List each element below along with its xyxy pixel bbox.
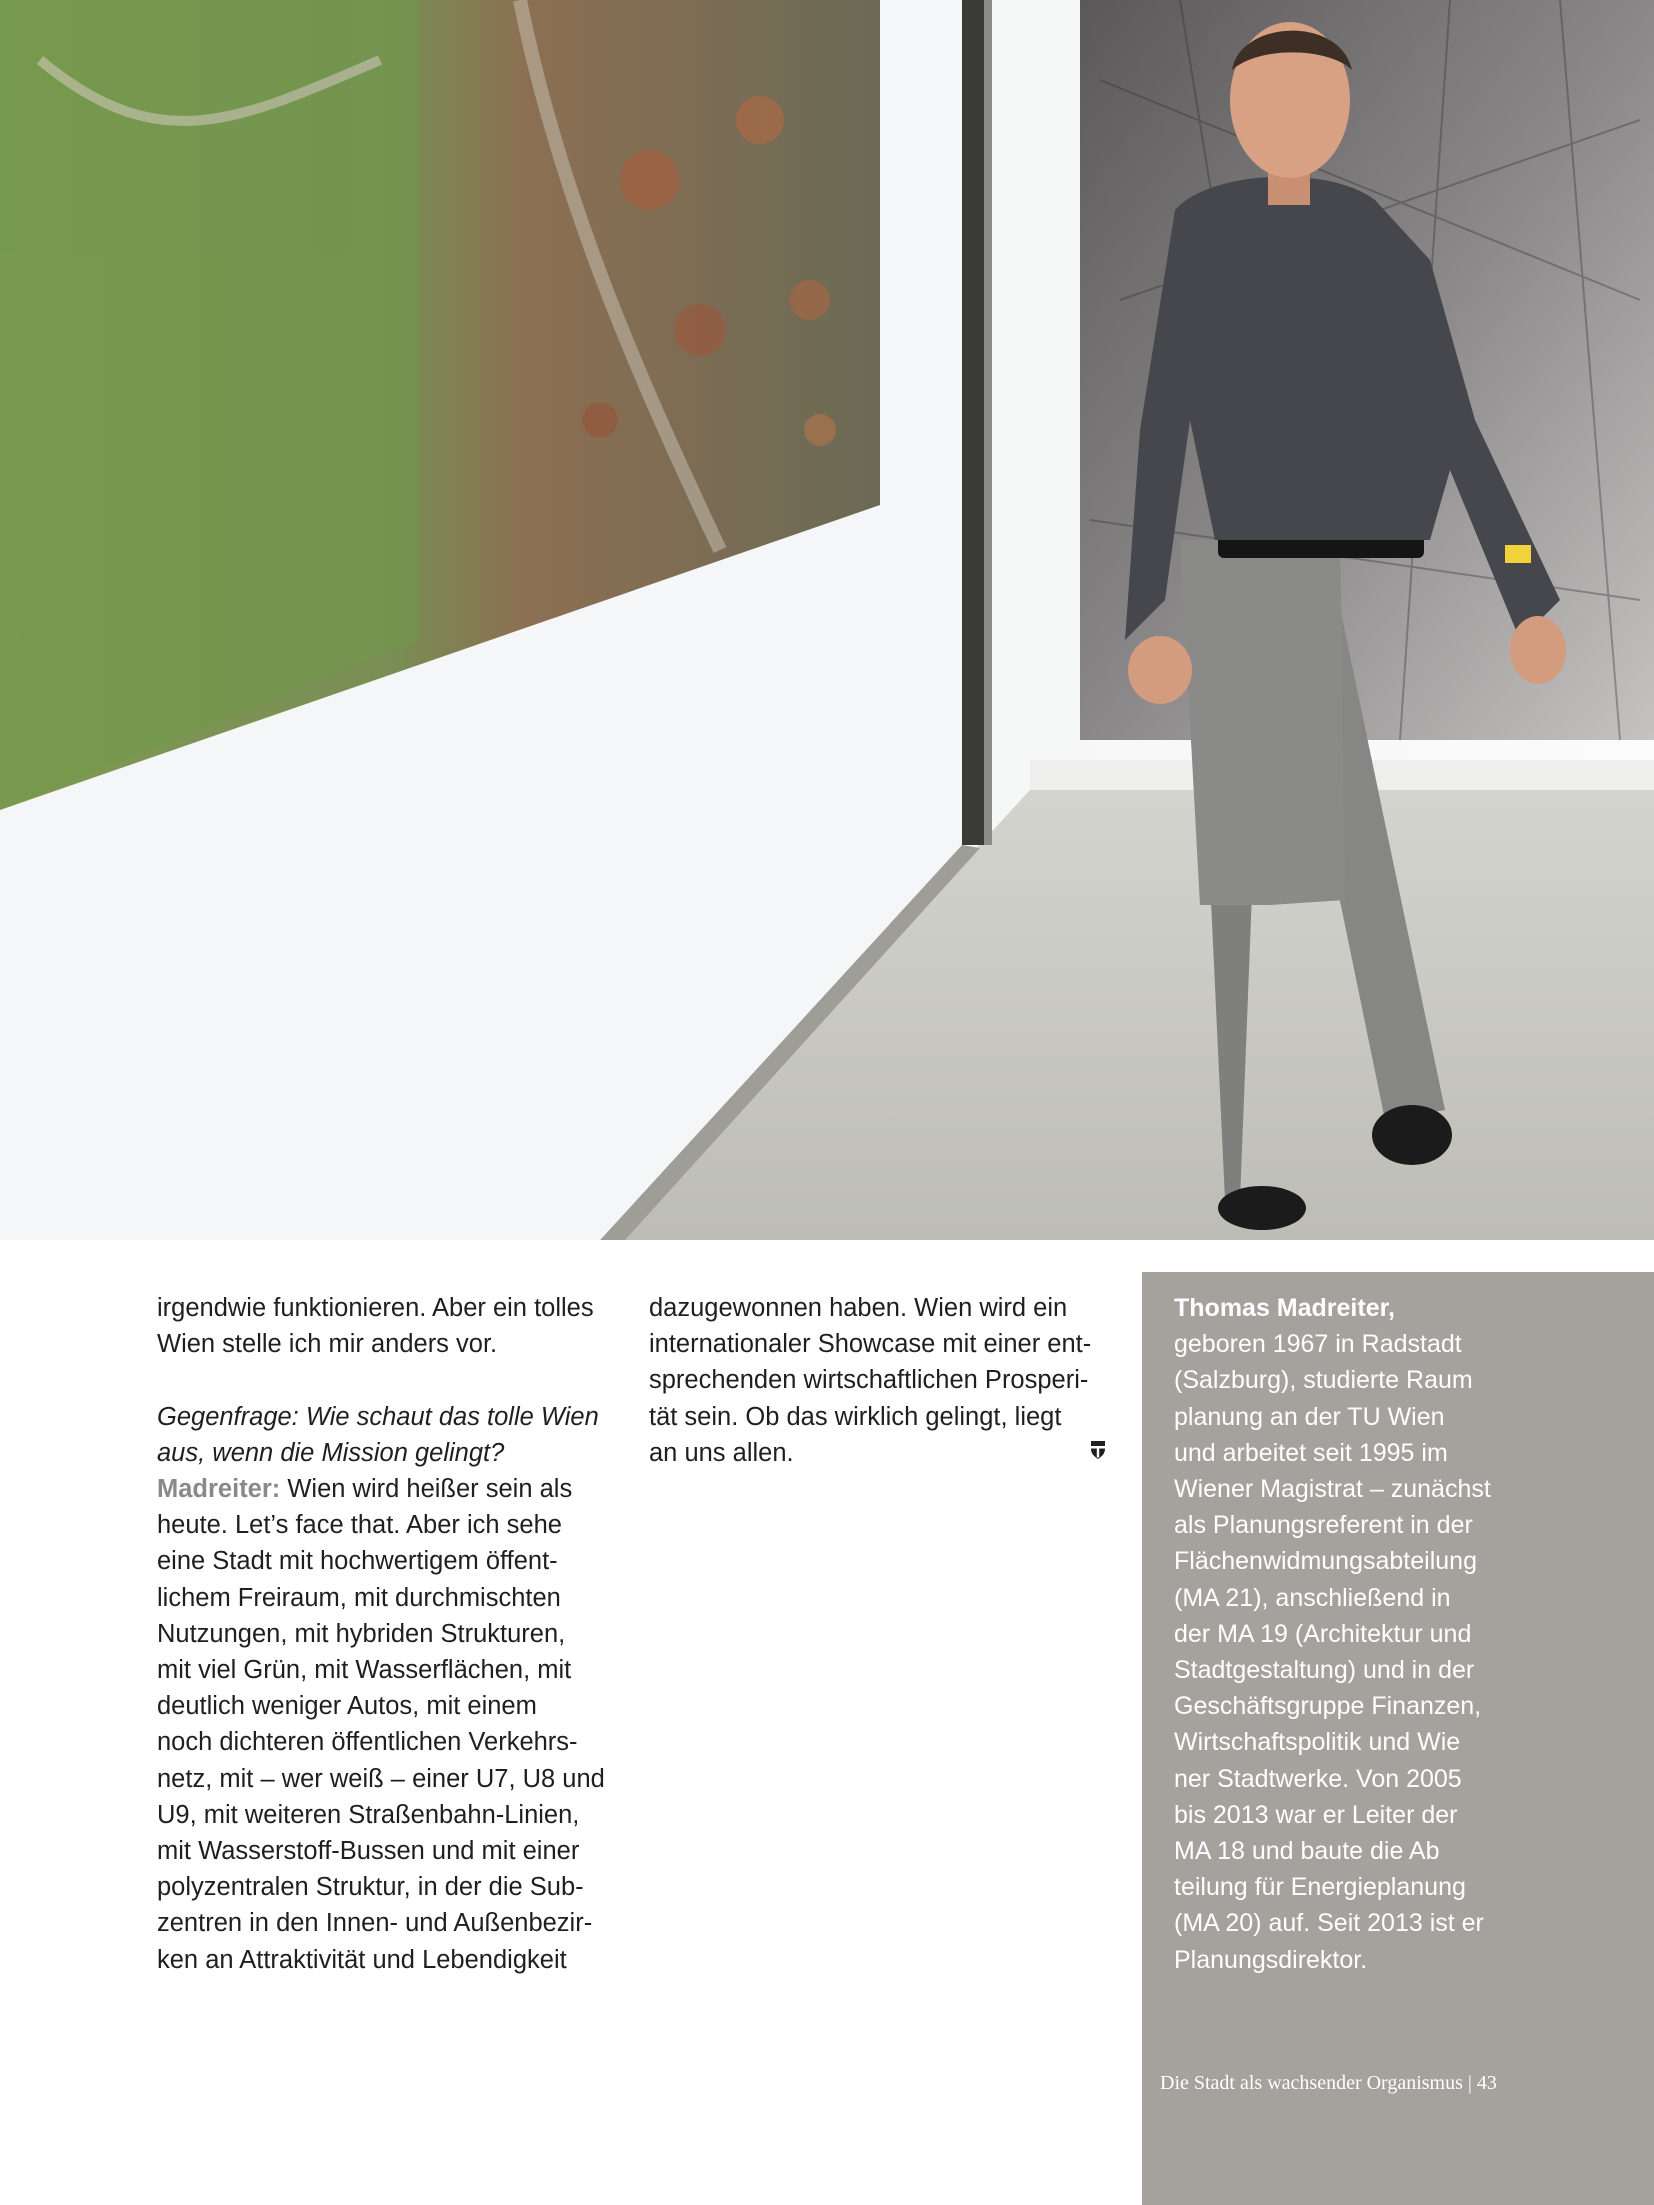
answer-first-line	[157, 1471, 627, 1507]
text-line: an uns allen.	[649, 1438, 794, 1467]
text-line: mit Wasserstoff-Bussen und mit einer	[157, 1837, 580, 1866]
vienna-shield-icon	[1090, 1440, 1106, 1460]
bio-line: bis 2013 war er Leiter der	[1174, 1800, 1458, 1829]
text-line: heute. Let’s face that. Aber ich sehe	[157, 1511, 562, 1540]
bio-line: (MA 21), anschließend in	[1174, 1583, 1451, 1612]
bio-line: der MA 19 (Architektur und	[1174, 1619, 1472, 1648]
bio-line: Planungsdirektor.	[1174, 1945, 1368, 1974]
bio-line: Stadtgestaltung) und in der	[1174, 1656, 1475, 1685]
bio-line: MA 18 und baute die Ab	[1174, 1837, 1440, 1866]
bio-line: planung an der TU Wien	[1174, 1402, 1445, 1431]
interview-question: Gegenfrage: Wie schaut das tolle Wien	[157, 1402, 599, 1431]
text-line: zentren in den Innen- und Außenbezir-	[157, 1909, 593, 1938]
article-column-2	[649, 1290, 1119, 1471]
speaker-name: Madreiter:	[157, 1475, 281, 1503]
text-line: netz, mit – wer weiß – einer U7, U8 und	[157, 1764, 605, 1793]
text-line: mit viel Grün, mit Wasserflächen, mit	[157, 1656, 572, 1685]
text-line: eine Stadt mit hochwertigem öffent-	[157, 1547, 558, 1576]
bio-line: Flächenwidmungsabteilung	[1174, 1547, 1477, 1576]
text-line: internationaler Showcase mit einer ent-	[649, 1330, 1092, 1359]
text-line: Nutzungen, mit hybriden Strukturen,	[157, 1619, 566, 1648]
bio-line: Wirtschaftspolitik und Wie	[1174, 1728, 1461, 1757]
bio-sidebar	[1142, 1272, 1654, 2205]
text-line: ken an Attraktivität und Lebendigkeit	[157, 1945, 567, 1974]
bio-line: als Planungsreferent in der	[1174, 1511, 1473, 1540]
text-line: Wien stelle ich mir anders vor.	[157, 1330, 498, 1359]
text-line: sprechenden wirtschaftlichen Prosperi-	[649, 1366, 1089, 1395]
bio-line: (MA 20) auf. Seit 2013 ist er	[1174, 1909, 1484, 1938]
text-line: noch dichteren öffentlichen Verkehrs-	[157, 1728, 578, 1757]
bio-line: teilung für Energieplanung	[1174, 1873, 1466, 1902]
text-line: lichem Freiraum, mit durchmischten	[157, 1583, 561, 1612]
bio-text	[1174, 1290, 1624, 1978]
answer-text: Wien wird heißer sein als	[280, 1475, 573, 1503]
paragraph-gap	[157, 1362, 627, 1398]
text-line: dazugewonnen haben. Wien wird ein	[649, 1294, 1068, 1322]
article-column-1	[157, 1290, 627, 1978]
bio-name: Thomas Madreiter,	[1174, 1294, 1395, 1322]
text-line: U9, mit weiteren Straßenbahn-Linien,	[157, 1800, 580, 1829]
bio-line: Geschäftsgruppe Finanzen,	[1174, 1692, 1482, 1721]
page-footer: Die Stadt als wachsender Organismus | 43	[1160, 2072, 1497, 2094]
bio-line: (Salzburg), studierte Raum	[1174, 1366, 1473, 1395]
text-line: polyzentralen Struktur, in der die Sub-	[157, 1873, 584, 1902]
interview-question: aus, wenn die Mission gelingt?	[157, 1438, 505, 1467]
text-line: tät sein. Ob das wirklich gelingt, liegt	[649, 1402, 1062, 1431]
bio-line: und arbeitet seit 1995 im	[1174, 1438, 1448, 1467]
bio-line: ner Stadtwerke. Von 2005	[1174, 1764, 1462, 1793]
text-line: deutlich weniger Autos, mit einem	[157, 1692, 537, 1721]
text-line: irgendwie funktionieren. Aber ein tolles	[157, 1294, 594, 1322]
bio-line: Wiener Magistrat – zunächst	[1174, 1475, 1491, 1504]
bio-line: geboren 1967 in Radstadt	[1174, 1330, 1462, 1359]
